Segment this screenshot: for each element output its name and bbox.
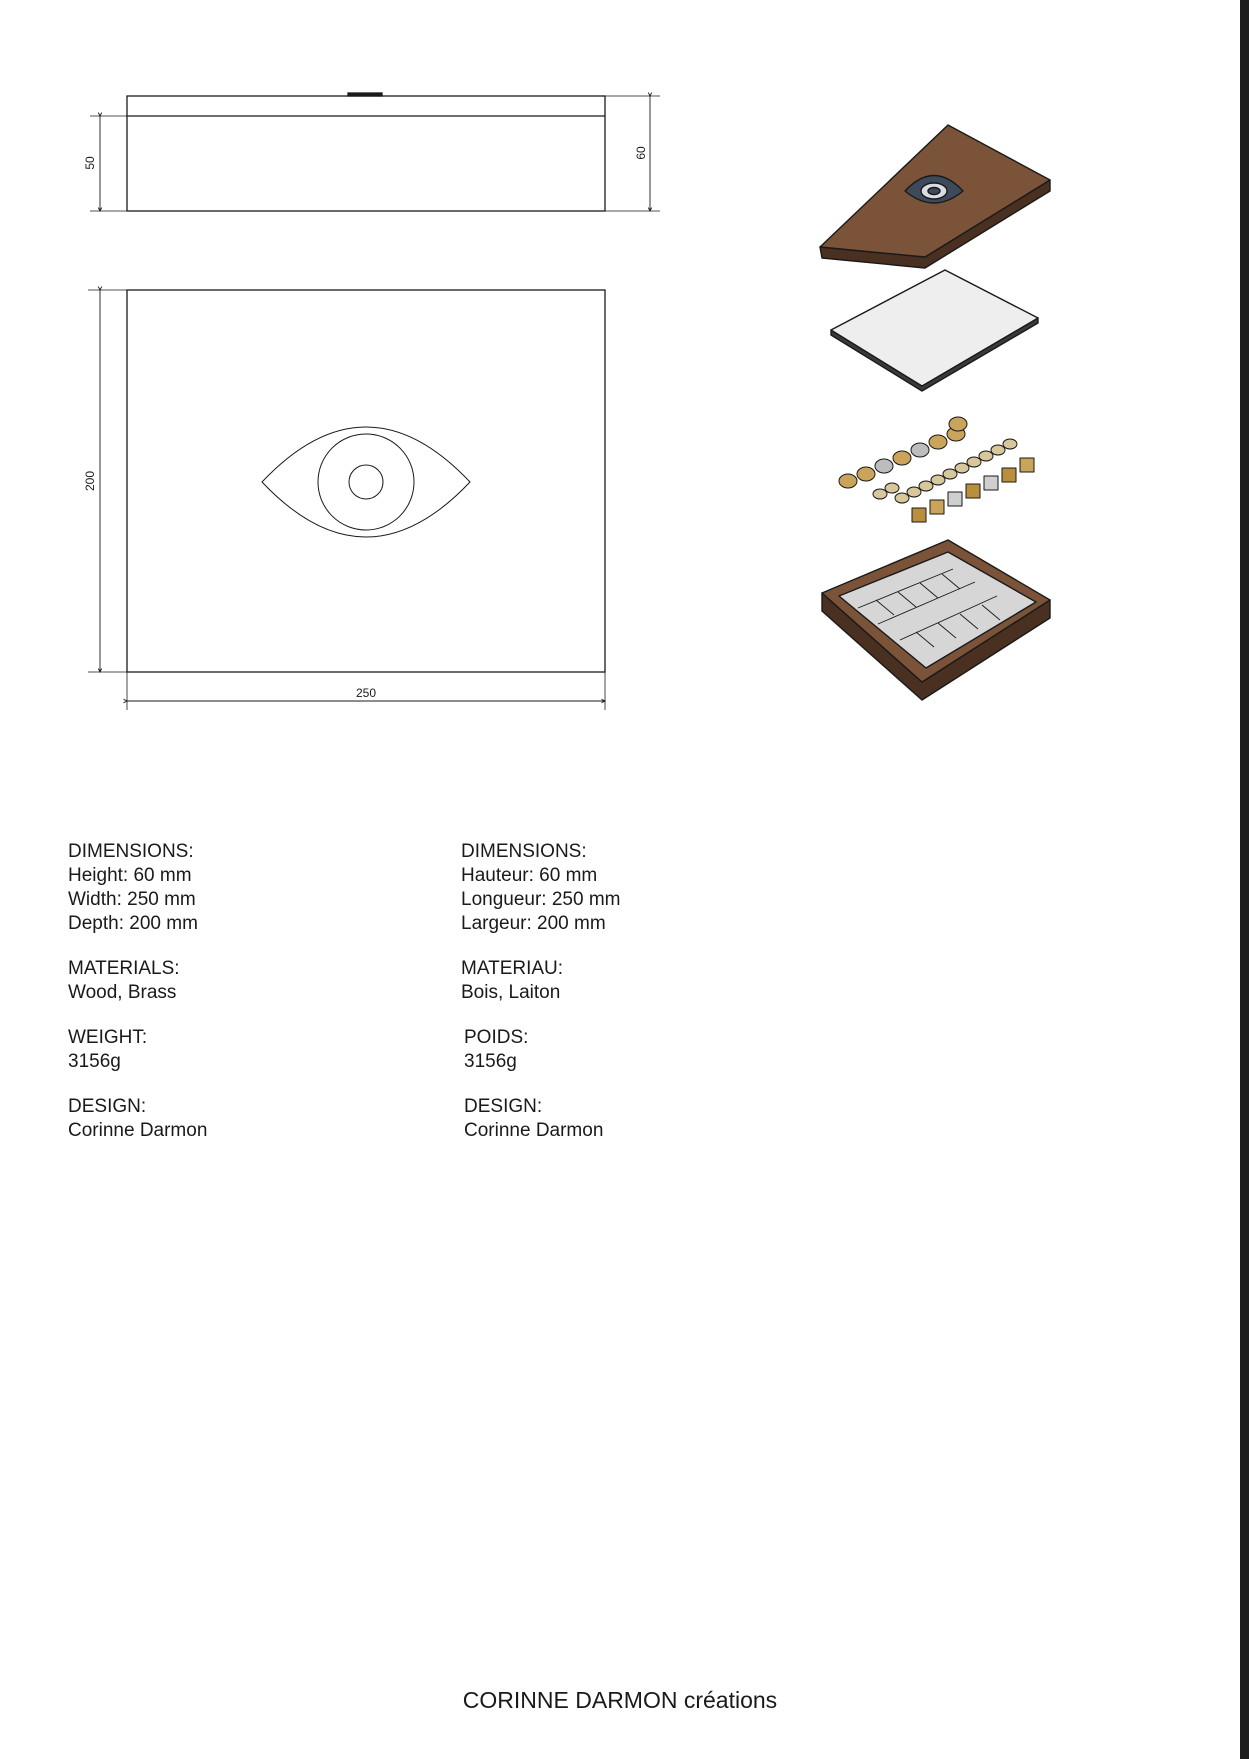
eye-pupil bbox=[349, 465, 383, 499]
designer-name: Corinne Darmon bbox=[68, 1120, 208, 1141]
materials-title: MATERIALS: bbox=[68, 958, 180, 979]
box-top-outline bbox=[127, 290, 605, 672]
eye-iris bbox=[318, 434, 414, 530]
technical-drawing bbox=[0, 0, 1240, 740]
design-block-fr bbox=[464, 1095, 621, 1143]
design-title: DESIGN: bbox=[68, 1096, 147, 1117]
materials-value-fr: Bois, Laiton bbox=[461, 982, 561, 1003]
exploded-isometric-view bbox=[820, 125, 1050, 700]
materials-title-fr: MATERIAU: bbox=[461, 958, 564, 979]
weight-title: WEIGHT: bbox=[68, 1027, 148, 1048]
materials-block-fr bbox=[461, 957, 621, 1005]
materials-value: Wood, Brass bbox=[68, 982, 177, 1003]
weight-value-fr: 3156g bbox=[464, 1051, 517, 1072]
width-value: Width: 250 mm bbox=[68, 889, 196, 910]
lid-knob bbox=[348, 93, 382, 96]
weight-value: 3156g bbox=[68, 1051, 121, 1072]
lid-illustration bbox=[820, 125, 1050, 268]
weight-title-fr: POIDS: bbox=[464, 1027, 529, 1048]
specs-english bbox=[68, 840, 207, 1164]
height-value-fr: Hauteur: 60 mm bbox=[461, 865, 598, 886]
design-block bbox=[68, 1095, 207, 1143]
eye-outline bbox=[262, 427, 470, 537]
depth-value-fr: Largeur: 200 mm bbox=[461, 913, 606, 934]
designer-name-fr: Corinne Darmon bbox=[464, 1120, 604, 1141]
dimensions-title: DIMENSIONS: bbox=[68, 841, 194, 862]
base-tray-illustration bbox=[822, 540, 1050, 700]
weight-block bbox=[68, 1026, 207, 1074]
height-total-label: 60 bbox=[634, 146, 648, 160]
height-value: Height: 60 mm bbox=[68, 865, 192, 886]
dimensions-title-fr: DIMENSIONS: bbox=[461, 841, 587, 862]
page-edge-rule bbox=[1240, 0, 1249, 1759]
materials-block bbox=[68, 957, 207, 1005]
design-title-fr: DESIGN: bbox=[464, 1096, 543, 1117]
weight-block-fr bbox=[464, 1026, 621, 1074]
specs-french bbox=[461, 840, 621, 1164]
dimensions-block-fr bbox=[461, 840, 621, 936]
box-side-outline bbox=[127, 96, 605, 211]
inner-panel-illustration bbox=[831, 270, 1038, 391]
depth-value: Depth: 200 mm bbox=[68, 913, 198, 934]
footer-brand: CORINNE DARMON créations bbox=[462, 1687, 778, 1713]
dimensions-block bbox=[68, 840, 207, 936]
height-body-label: 50 bbox=[83, 156, 97, 170]
width-value-fr: Longueur: 250 mm bbox=[461, 889, 621, 910]
side-elevation-view bbox=[90, 93, 660, 211]
depth-label: 200 bbox=[83, 470, 97, 492]
top-plan-view bbox=[88, 290, 605, 710]
width-label: 250 bbox=[355, 686, 377, 700]
game-pieces-illustration bbox=[839, 417, 1034, 522]
